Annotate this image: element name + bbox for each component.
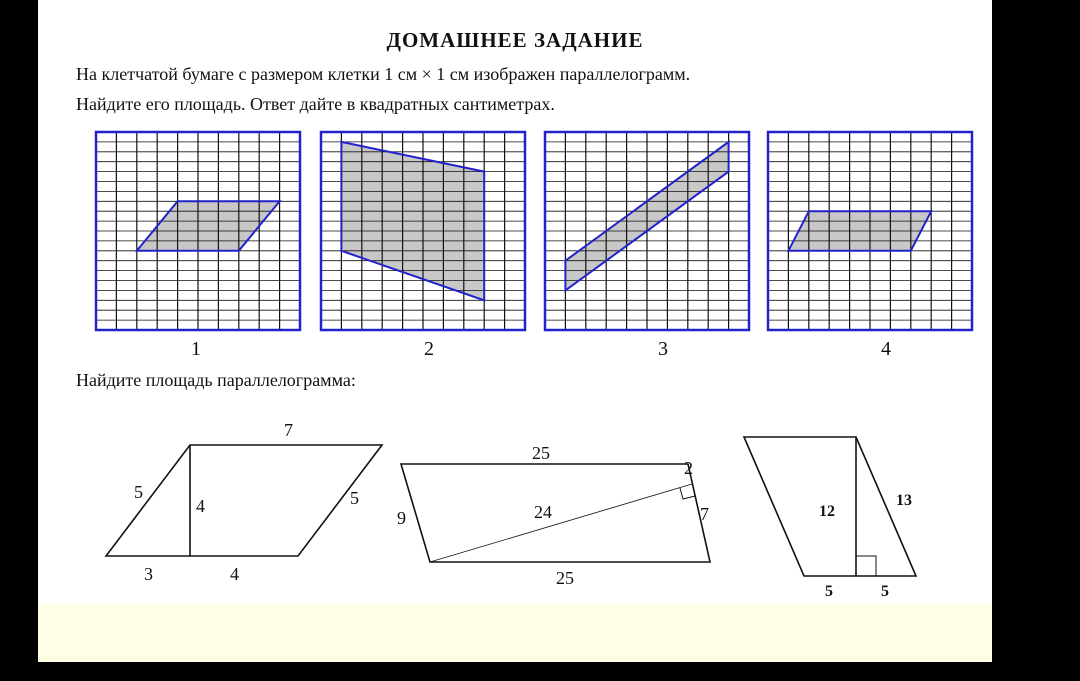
right-angle-mark: [680, 488, 695, 499]
homework-sheet: [38, 0, 992, 604]
grid-label-3: 3: [658, 338, 668, 360]
fig2-bottom-label: 25: [556, 568, 574, 588]
fig1-right-side-label: 5: [350, 488, 359, 508]
fig1-base-right-label: 4: [230, 564, 239, 584]
fig1-base-left-label: 3: [144, 564, 153, 584]
right-angle-mark-3: [856, 556, 876, 576]
fig2-top-label: 25: [532, 443, 550, 463]
fig1-height-label: 4: [196, 496, 205, 516]
parallelogram-1-shape: [106, 445, 382, 556]
fig3-height-label: 12: [819, 503, 835, 520]
fig1-left-side-label: 5: [134, 482, 143, 502]
parallelogram-figure-1: [106, 445, 382, 556]
parallelogram-figure-2: [401, 464, 710, 562]
page-title: ДОМАШНЕЕ ЗАДАНИЕ: [386, 28, 644, 52]
task2-text: Найдите площадь параллелограмма:: [76, 370, 356, 390]
fig2-diagonal-label: 24: [534, 502, 552, 522]
fig2-left-side-label: 9: [397, 508, 406, 528]
fig1-top-label: 7: [284, 420, 293, 440]
grid-label-2: 2: [424, 338, 434, 360]
parallelogram-2-shape: [401, 464, 710, 562]
parallelogram-2-perpendicular: [430, 484, 692, 562]
fig3-base-right-label: 5: [881, 583, 889, 600]
grid-label-1: 1: [191, 338, 201, 360]
fig3-side-label: 13: [896, 492, 912, 509]
fig2-right-bottom-label: 7: [700, 504, 709, 524]
fig2-right-top-label: 2: [684, 458, 693, 478]
task1-line2: Найдите его площадь. Ответ дайте в квадратных сантиметрах.: [76, 94, 555, 114]
grid-label-4: 4: [881, 338, 891, 360]
slide: [38, 0, 992, 662]
fig3-base-left-label: 5: [825, 583, 833, 600]
task1-line1: На клетчатой бумаге с размером клетки 1 см × 1 см изображен параллелограмм.: [76, 64, 691, 84]
parallelogram-figures: [38, 0, 992, 604]
